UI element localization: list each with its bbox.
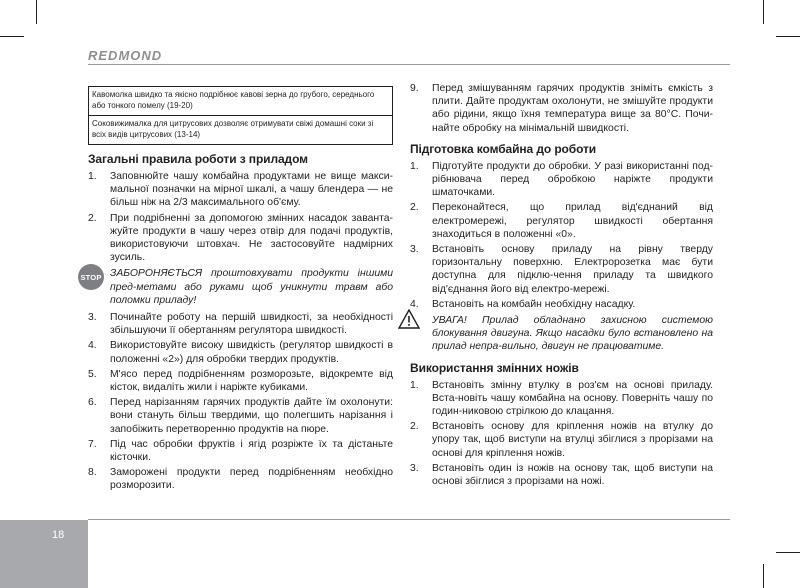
section-title-general: Загальні правила роботи з приладом [88, 152, 308, 166]
stop-note: ЗАБОРОНЯЄТЬСЯ проштовхувати продукти іншими пред-метами або руками щоб уникнути травм або поломки приладу! [110, 268, 393, 306]
list-item: 2. Переконайтеся, що прилад від'єднаний від електромережі, регулятор швидкості обертання знаходиться в положенні «0». [410, 202, 713, 240]
list-item: 5. М'ясо перед подрібненням розморозьте, відокремте від кісток, видаліть жили і наріжте кубиками. [88, 368, 393, 394]
list-item: 3. Встановіть один із ножів на основу так, щоб виступи на основі збіглися з прорізами на ножі. [410, 462, 713, 488]
table-row [89, 87, 393, 116]
list-item: 3. Встановіть основу приладу на рівну тверду горизонтальну поверхню. Електророзетка має бути доступна для підклю-чення приладу та швидкого від'єднання його від електро-мережі. [410, 244, 713, 295]
crop-mark [776, 552, 800, 553]
general-rules-list-a [88, 170, 393, 264]
warning-icon [398, 309, 420, 329]
list-item: 6. Перед нарізанням гарячих продуктів дайте їм охолонути: вони стануть більш твердими, що полегшить нарізання і запобіжить перетворенню продуктів на пюре. [88, 397, 393, 435]
section-title-knives: Використання змінних ножів [410, 360, 579, 375]
list-item: 3. Починайте роботу на першій швидкості, за необхідності збільшуючи її обертанням регулятора швидкості. [88, 312, 393, 337]
list-item: 1. Встановіть змінну втулку в роз'єм на основі приладу. Вста-новіть чашу комбайна на основу. Поверніть чашу по годин-никовою стрілкою до клацання. [410, 379, 713, 418]
left-column [88, 82, 393, 495]
general-rules-list-b [88, 311, 393, 493]
brand-logo: REDMOND [88, 48, 163, 63]
crop-mark [763, 564, 764, 588]
list-item: 4. Використовуйте високу швидкість (регулятор швидкості в положенні «2») для обробки твердих продуктів. [88, 340, 393, 365]
accessory-table [88, 86, 393, 145]
list-item: 1. Підготуйте продукти до обробки. У разі використанні под-рібнювача перед обробкою наріжте продукти шматочками. [410, 160, 713, 199]
crop-mark [36, 0, 37, 24]
list-item: 4. Встановіть на комбайн необхідну насадку. [410, 298, 636, 310]
header-rule [88, 64, 730, 65]
stop-icon [78, 264, 104, 290]
crop-mark [763, 0, 764, 24]
list-item: 2. При подрібненні за допомогою змінних насадок заванта-жуйте продукти в чашу через отвір для подачі продуктів, використовуючи штовхач. Не застосовуйте надмірних зусиль. [88, 212, 393, 264]
prep-list [410, 160, 713, 311]
right-column [410, 82, 713, 490]
footer-rule [88, 519, 730, 520]
stop-label: STOP [80, 272, 102, 282]
table-cell: Соковижималка для цитрусових дозволяє отримувати свіжі домашні соки зі всіх видів цитрусових (13-14) [89, 116, 393, 145]
page-number-box [0, 520, 88, 588]
table-cell: Кавомолка швидко та якісно подрібнює кавові зерна до грубого, середнього або тонкого помелу (19-20) [89, 87, 393, 116]
page-header [88, 48, 730, 66]
page-number: 18 [52, 529, 65, 541]
knives-list [410, 379, 713, 489]
table-row [89, 116, 393, 145]
crop-mark [776, 36, 800, 37]
list-item: 8. Заморожені продукти перед подрібненням необхідно розморозити. [88, 467, 393, 492]
section-title-prep: Підготовка комбайна до роботи [410, 141, 597, 156]
list-item: 1. Заповнюйте чашу комбайна продуктами не вище макси-мальної позначки на мірної шкалі, а чашу блендера — не більш ніж на 2/3 максимального об'єму. [88, 171, 393, 209]
general-rules-list-c [410, 82, 713, 135]
list-item: 2. Встановіть основу для кріплення ножів на втулку до упору так, щоб виступи на втулці збіглися з прорізами на основі для кріплення ножів. [410, 421, 713, 459]
list-item: 7. Під час обробки фруктів і ягід розріжте їх та дістаньте кісточки. [88, 438, 393, 464]
crop-mark [0, 36, 24, 37]
list-item: 9. Перед змішуванням гарячих продуктів зніміть ємкість з плити. Дайте продуктам охолонути, не змішуйте продукти або рідини, якщо їхня температура вище за 80°С. Почи-найте обробку на мінімальній швидкості. [410, 83, 713, 134]
warning-note: УВАГА! Прилад обладнано захисною системою блокування двигуна. Якщо насадки було встановлено на прилад непра-вильно, двигун не працюватиме. [432, 315, 713, 353]
